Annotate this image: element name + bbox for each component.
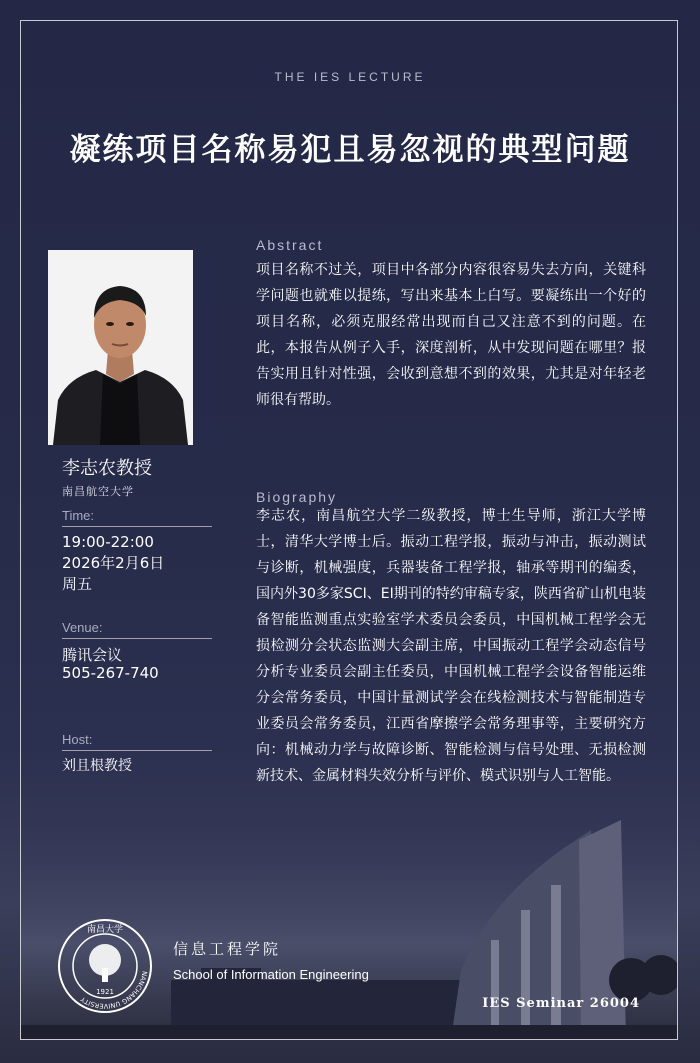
venue-label: Venue: xyxy=(62,620,212,639)
speaker-name: 李志农教授 xyxy=(62,458,152,479)
host-name: 刘且根教授 xyxy=(62,758,132,774)
abstract-text: 项目名称不过关，项目中各部分内容很容易失去方向，关键科学问题也就难以提练，写出来基本上白写。要凝练出一个好的项目名称，必须克服经常出现而自己又注意不到的问题。在此，本报告从例子入手，深度剖析，从中发现问题在哪里？报告实用且针对性强，会收到意想不到的效果，尤其是对年轻老师很有帮助。 xyxy=(256,262,646,408)
school-name-en: School of Information Engineering xyxy=(173,967,369,982)
event-date: 2026年2月6日 xyxy=(62,554,165,572)
seminar-number: IES Seminar 26004 xyxy=(482,996,640,1011)
meeting-id: 505-267-740 xyxy=(62,664,159,682)
school-name-cn: 信息工程学院 xyxy=(173,940,282,958)
university-seal xyxy=(57,918,153,1014)
time-label: Time: xyxy=(62,508,212,527)
speaker-photo xyxy=(48,250,193,445)
seal-top-text: 南昌大学 xyxy=(86,925,124,935)
speaker-affiliation: 南昌航空大学 xyxy=(62,485,134,498)
event-weekday: 周五 xyxy=(62,575,93,593)
host-label: Host: xyxy=(62,732,212,751)
seal-ring-text: NANCHANG UNIVERSITY xyxy=(79,970,149,1011)
seal-year: 1921 xyxy=(96,988,114,996)
abstract-heading: Abstract xyxy=(256,237,324,253)
lecture-tag: THE IES LECTURE xyxy=(274,70,426,84)
poster-title: 凝练项目名称易犯且易忽视的典型问题 xyxy=(69,132,631,168)
venue-name: 腾讯会议 xyxy=(62,646,123,664)
biography-heading: Biography xyxy=(256,489,338,505)
time-range: 19:00-22:00 xyxy=(62,533,154,551)
biography-text: 李志农，南昌航空大学二级教授，博士生导师，浙江大学博士，清华大学博士后。振动工程学报，振动与冲击，振动测试与诊断，机械强度，兵器装备工程学报，轴承等期刊的编委，国内外30多家SCI、EI期刊的特约审稿专家，陕西省矿山机电装备智能监测重点实验室学术委员会委员，中国机械工程学会无损检测分会状态监测大会副主席，中国振动工程学会动态信号分析专业委员会副主任委员，中国机械工程学会设备智能运维分会常务委员，中国计量测试学会在线检测技术与智能制造专业委员会常务委员，江西省摩擦学会常务理事等，主要研究方向：机械动力学与故障诊断、智能检测与信号处理、无损检测新技术、金属材料失效分析与评价、模式识别与人工智能。 xyxy=(256,508,646,784)
